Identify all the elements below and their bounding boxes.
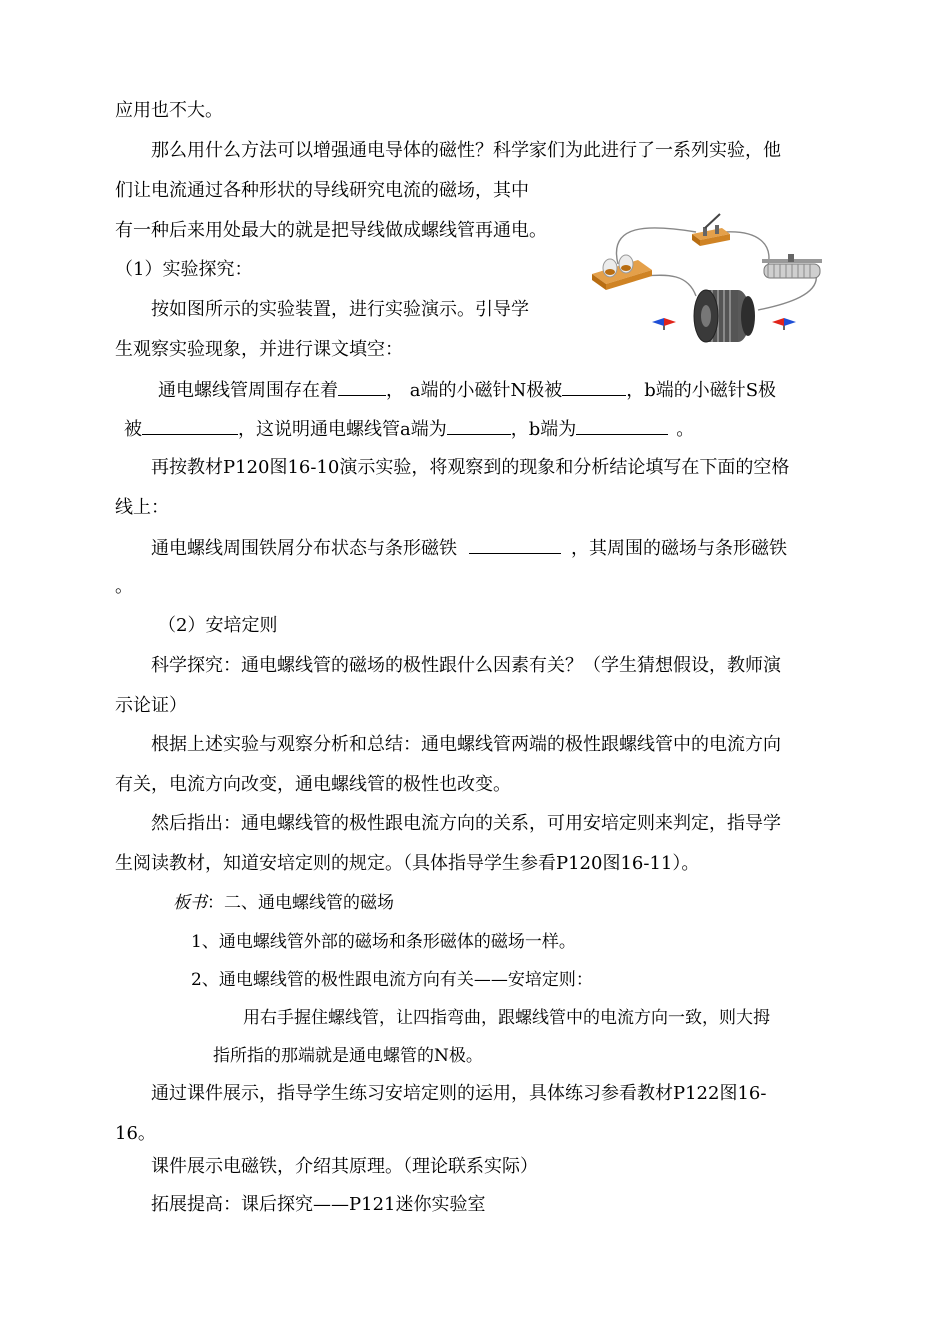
fill-text: 通电螺线管周围存在着 xyxy=(158,380,338,401)
text-line-10: 再按教材P120图16-10演示实验，将观察到的现象和分析结论填写在下面的空格 xyxy=(151,457,790,478)
board-heading: ：二、通电螺线管的磁场 xyxy=(207,893,394,913)
fill-text: ，其周围的磁场与条形磁铁 xyxy=(571,538,787,559)
switch xyxy=(692,214,730,246)
wire xyxy=(644,275,696,296)
answer-blank[interactable] xyxy=(562,377,626,396)
answer-blank[interactable] xyxy=(338,377,386,396)
text-line-7: 生观察实验现象，并进行课文填空： xyxy=(115,339,403,360)
text-line-2: 那么用什么方法可以增强通电导体的磁性？科学家们为此进行了一系列实验，他 xyxy=(151,140,781,161)
rheostat xyxy=(762,254,822,278)
battery-holder xyxy=(592,255,652,290)
fill-text: ，这说明通电螺线管a端为 xyxy=(238,419,447,440)
answer-blank[interactable] xyxy=(469,535,561,554)
text-line-19: 然后指出：通电螺线管的极性跟电流方向的关系，可用安培定则来判定，指导学 xyxy=(151,813,781,834)
section-heading-2: （2）安培定则 xyxy=(158,615,278,636)
solenoid xyxy=(694,290,755,342)
answer-blank[interactable] xyxy=(576,416,668,435)
text-line-1: 应用也不大。 xyxy=(115,100,223,121)
solenoid-experiment-figure xyxy=(588,204,832,346)
text-line-16: 示论证） xyxy=(115,695,187,716)
fill-text: ， a端的小磁针N极被 xyxy=(386,380,563,401)
text-line-27: 16。 xyxy=(115,1123,156,1144)
board-title xyxy=(173,891,394,915)
fill-line-2 xyxy=(124,416,694,442)
text-line-6: 按如图所示的实验装置，进行实验演示。引导学 xyxy=(151,299,529,320)
board-rule-line-2: 指所指的那端就是通电螺管的N极。 xyxy=(213,1046,483,1066)
text-line-18: 有关，电流方向改变，通电螺线管的极性也改变。 xyxy=(115,774,511,795)
text-line-29: 拓展提高：课后探究——P121迷你实验室 xyxy=(151,1194,486,1215)
text-line-13: 。 xyxy=(115,576,133,597)
section-heading-1: （1）实验探究： xyxy=(115,259,253,280)
text-line-4: 有一种后来用处最大的就是把导线做成螺线管再通电。 xyxy=(115,220,547,241)
compass-needle-b xyxy=(772,318,796,330)
fill-text: 被 xyxy=(124,419,142,440)
board-label: 板书 xyxy=(173,893,207,913)
text-line-20: 生阅读教材，知道安培定则的规定。（具体指导学生参看P120图16-11）。 xyxy=(115,853,700,874)
text-line-26: 通过课件展示，指导学生练习安培定则的运用，具体练习参看教材P122图16- xyxy=(151,1083,767,1104)
text-line-11: 线上： xyxy=(115,497,169,518)
board-rule-line-1: 用右手握住螺线管，让四指弯曲，跟螺线管中的电流方向一致，则大拇 xyxy=(243,1008,770,1028)
fill-text: 。 xyxy=(676,419,695,440)
fill-line-1 xyxy=(158,377,776,403)
wire xyxy=(758,274,816,310)
fill-line-3 xyxy=(151,535,787,561)
text-line-17: 根据上述实验与观察分析和总结：通电螺线管两端的极性跟螺线管中的电流方向 xyxy=(151,734,781,755)
fill-text: ，b端的小磁针S极 xyxy=(626,380,777,401)
answer-blank[interactable] xyxy=(447,416,511,435)
text-line-28: 课件展示电磁铁，介绍其原理。（理论联系实际） xyxy=(151,1156,538,1177)
fill-text: 通电螺线周围铁屑分布状态与条形磁铁 xyxy=(151,538,457,559)
fill-text: ，b端为 xyxy=(510,419,577,440)
answer-blank[interactable] xyxy=(142,416,238,435)
text-line-15: 科学探究：通电螺线管的磁场的极性跟什么因素有关？（学生猜想假设，教师演 xyxy=(151,655,781,676)
compass-needle-a xyxy=(652,318,676,330)
text-line-3: 们让电流通过各种形状的导线研究电流的磁场，其中 xyxy=(115,180,529,201)
board-point-2: 2、通电螺线管的极性跟电流方向有关——安培定则： xyxy=(191,970,593,990)
board-point-1: 1、通电螺线管外部的磁场和条形磁体的磁场一样。 xyxy=(191,932,576,952)
